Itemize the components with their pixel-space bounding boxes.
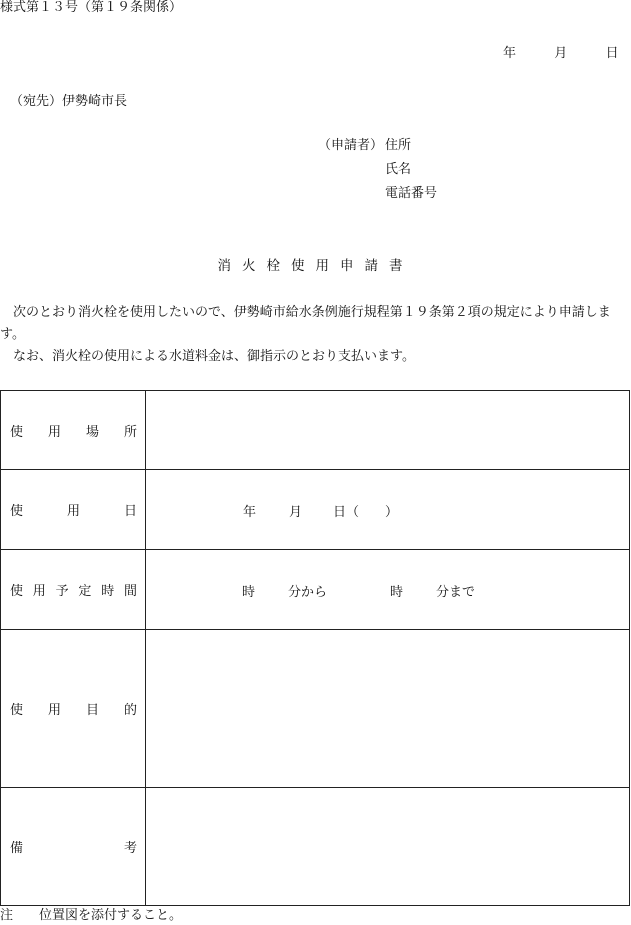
usage-date-year: 年 xyxy=(243,505,257,520)
applicant-fields xyxy=(385,138,437,210)
remarks-label: 備 考 xyxy=(1,788,146,906)
application-table xyxy=(0,390,630,906)
usage-time-from-hour: 時 xyxy=(242,585,256,600)
addressee: （宛先）伊勢崎市長 xyxy=(10,94,128,109)
intro-paragraph-1: 次のとおり消火栓を使用したいので、伊勢崎市給水条例施行規程第１９条第２項の規定により申請します。 xyxy=(0,305,611,342)
table-row xyxy=(1,550,630,630)
usage-time-to-min: 分まで xyxy=(436,585,476,600)
usage-place-field[interactable] xyxy=(146,391,630,470)
usage-time-label: 使 用 予 定 時 間 xyxy=(1,550,146,630)
applicant-name-label: 氏名 xyxy=(385,162,412,177)
table-row xyxy=(1,788,630,906)
applicant-label: （申請者） xyxy=(318,138,384,153)
table-row xyxy=(1,470,630,550)
usage-date-day: 日（ ） xyxy=(333,505,399,520)
usage-time-to-hour: 時 xyxy=(390,585,404,600)
table-row xyxy=(1,391,630,470)
intro-paragraph-2: なお、消火栓の使用による水道料金は、御指示のとおり支払います。 xyxy=(13,349,415,364)
usage-purpose-label: 使 用 目 的 xyxy=(1,630,146,788)
usage-place-label: 使 用 場 所 xyxy=(1,391,146,470)
document-title: 消火栓使用申請書 xyxy=(217,258,414,274)
table-row xyxy=(1,630,630,788)
remarks-field[interactable] xyxy=(146,788,630,906)
form-number: 様式第１３号（第１９条関係） xyxy=(0,0,183,15)
applicant-address-label: 住所 xyxy=(385,138,412,153)
usage-date-field[interactable] xyxy=(146,470,630,550)
usage-purpose-field[interactable] xyxy=(146,630,630,788)
usage-time-field[interactable] xyxy=(146,550,630,630)
body-text xyxy=(0,302,631,368)
date-month-label: 月 xyxy=(554,46,568,61)
usage-time-from-min: 分から xyxy=(288,585,328,600)
usage-date-month: 月 xyxy=(289,505,303,520)
footnote: 注 位置図を添付すること。 xyxy=(0,908,183,923)
usage-date-label: 使 用 日 xyxy=(1,470,146,550)
applicant-phone-label: 電話番号 xyxy=(385,186,438,201)
date-day-label: 日 xyxy=(605,46,619,61)
date-year-label: 年 xyxy=(503,46,517,61)
date-line xyxy=(503,46,619,62)
